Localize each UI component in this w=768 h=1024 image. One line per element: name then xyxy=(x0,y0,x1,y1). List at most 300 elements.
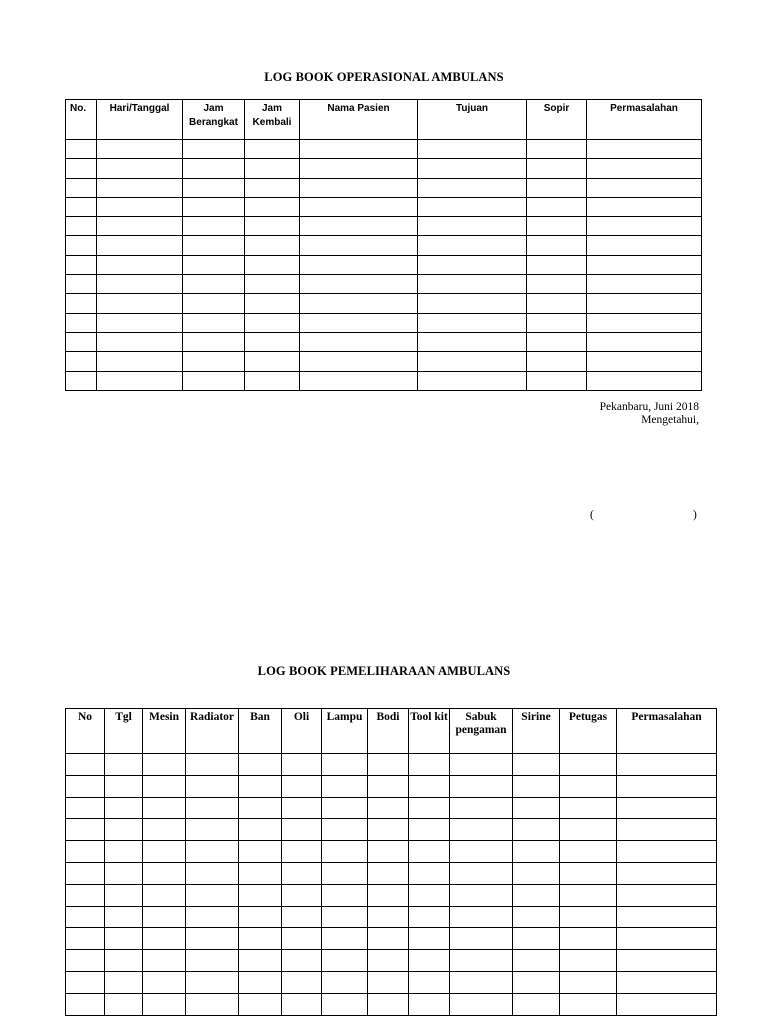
empty-cell[interactable] xyxy=(587,352,702,371)
empty-cell[interactable] xyxy=(527,178,587,197)
table-row xyxy=(66,993,717,1015)
empty-cell[interactable] xyxy=(513,797,560,819)
empty-cell[interactable] xyxy=(368,754,409,776)
empty-cell[interactable] xyxy=(300,178,418,197)
empty-cell[interactable] xyxy=(513,754,560,776)
empty-cell[interactable] xyxy=(450,841,513,863)
empty-cell[interactable] xyxy=(97,275,183,294)
empty-cell[interactable] xyxy=(368,950,409,972)
empty-cell[interactable] xyxy=(409,819,450,841)
empty-cell[interactable] xyxy=(282,928,322,950)
empty-cell[interactable] xyxy=(105,819,143,841)
empty-cell[interactable] xyxy=(617,928,717,950)
empty-cell[interactable] xyxy=(97,332,183,351)
empty-cell[interactable] xyxy=(186,841,239,863)
table-row xyxy=(66,971,717,993)
empty-cell[interactable] xyxy=(418,140,527,159)
empty-cell[interactable] xyxy=(143,971,186,993)
empty-cell[interactable] xyxy=(66,159,97,178)
empty-cell[interactable] xyxy=(322,906,368,928)
table-row xyxy=(66,754,717,776)
empty-cell[interactable] xyxy=(409,993,450,1015)
empty-cell[interactable] xyxy=(527,352,587,371)
empty-cell[interactable] xyxy=(105,797,143,819)
empty-cell[interactable] xyxy=(282,797,322,819)
empty-cell[interactable] xyxy=(105,971,143,993)
empty-cell[interactable] xyxy=(513,862,560,884)
empty-cell[interactable] xyxy=(245,371,300,390)
empty-cell[interactable] xyxy=(105,906,143,928)
empty-cell[interactable] xyxy=(97,217,183,236)
operational-log-title: LOG BOOK OPERASIONAL AMBULANS xyxy=(264,70,504,84)
empty-cell[interactable] xyxy=(560,884,617,906)
empty-cell[interactable] xyxy=(300,332,418,351)
empty-cell[interactable] xyxy=(513,950,560,972)
empty-cell[interactable] xyxy=(186,950,239,972)
empty-cell[interactable] xyxy=(245,255,300,274)
empty-cell[interactable] xyxy=(617,841,717,863)
table-row xyxy=(66,217,702,236)
empty-cell[interactable] xyxy=(245,236,300,255)
empty-cell[interactable] xyxy=(282,862,322,884)
empty-cell[interactable] xyxy=(143,993,186,1015)
empty-cell[interactable] xyxy=(560,862,617,884)
col-header-siren: Sirine xyxy=(513,709,560,754)
empty-cell[interactable] xyxy=(587,178,702,197)
empty-cell[interactable] xyxy=(300,352,418,371)
empty-cell[interactable] xyxy=(245,197,300,216)
empty-cell[interactable] xyxy=(97,140,183,159)
empty-cell[interactable] xyxy=(66,352,97,371)
empty-cell[interactable] xyxy=(66,950,105,972)
empty-cell[interactable] xyxy=(105,928,143,950)
empty-cell[interactable] xyxy=(368,862,409,884)
empty-cell[interactable] xyxy=(97,371,183,390)
signature-paren-close: ) xyxy=(693,509,697,521)
empty-cell[interactable] xyxy=(143,862,186,884)
empty-cell[interactable] xyxy=(322,993,368,1015)
empty-cell[interactable] xyxy=(322,797,368,819)
empty-cell[interactable] xyxy=(97,255,183,274)
col-header-tool-kit: Tool kit xyxy=(409,709,450,754)
empty-cell[interactable] xyxy=(560,754,617,776)
empty-cell[interactable] xyxy=(105,993,143,1015)
empty-cell[interactable] xyxy=(418,159,527,178)
empty-cell[interactable] xyxy=(322,928,368,950)
signature-paren-open: ( xyxy=(590,509,594,521)
empty-cell[interactable] xyxy=(282,819,322,841)
empty-cell[interactable] xyxy=(239,950,282,972)
empty-cell[interactable] xyxy=(368,971,409,993)
empty-cell[interactable] xyxy=(300,197,418,216)
table-row xyxy=(66,159,702,178)
empty-cell[interactable] xyxy=(245,140,300,159)
col-header-return-time: Jam Kembali xyxy=(245,100,300,140)
empty-cell[interactable] xyxy=(183,217,245,236)
empty-cell[interactable] xyxy=(560,797,617,819)
empty-cell[interactable] xyxy=(409,971,450,993)
empty-cell[interactable] xyxy=(245,275,300,294)
empty-cell[interactable] xyxy=(105,754,143,776)
empty-cell[interactable] xyxy=(186,928,239,950)
empty-cell[interactable] xyxy=(322,775,368,797)
table-row xyxy=(66,140,702,159)
col-header-driver: Sopir xyxy=(527,100,587,140)
empty-cell[interactable] xyxy=(97,313,183,332)
col-header-lamp: Lampu xyxy=(322,709,368,754)
table-row xyxy=(66,255,702,274)
empty-cell[interactable] xyxy=(66,140,97,159)
empty-cell[interactable] xyxy=(239,884,282,906)
empty-cell[interactable] xyxy=(239,819,282,841)
empty-cell[interactable] xyxy=(368,841,409,863)
empty-cell[interactable] xyxy=(617,819,717,841)
empty-cell[interactable] xyxy=(527,294,587,313)
empty-cell[interactable] xyxy=(66,928,105,950)
empty-cell[interactable] xyxy=(186,819,239,841)
empty-cell[interactable] xyxy=(513,993,560,1015)
empty-cell[interactable] xyxy=(527,217,587,236)
empty-cell[interactable] xyxy=(617,797,717,819)
empty-cell[interactable] xyxy=(587,197,702,216)
empty-cell[interactable] xyxy=(368,993,409,1015)
empty-cell[interactable] xyxy=(450,819,513,841)
empty-cell[interactable] xyxy=(527,275,587,294)
empty-cell[interactable] xyxy=(560,819,617,841)
empty-cell[interactable] xyxy=(66,217,97,236)
empty-cell[interactable] xyxy=(239,928,282,950)
empty-cell[interactable] xyxy=(183,255,245,274)
empty-cell[interactable] xyxy=(300,294,418,313)
empty-cell[interactable] xyxy=(418,236,527,255)
empty-cell[interactable] xyxy=(409,884,450,906)
empty-cell[interactable] xyxy=(300,217,418,236)
empty-cell[interactable] xyxy=(239,862,282,884)
empty-cell[interactable] xyxy=(66,993,105,1015)
empty-cell[interactable] xyxy=(186,971,239,993)
empty-cell[interactable] xyxy=(239,993,282,1015)
empty-cell[interactable] xyxy=(409,862,450,884)
empty-cell[interactable] xyxy=(183,159,245,178)
empty-cell[interactable] xyxy=(66,797,105,819)
empty-cell[interactable] xyxy=(245,178,300,197)
empty-cell[interactable] xyxy=(245,217,300,236)
empty-cell[interactable] xyxy=(183,352,245,371)
empty-cell[interactable] xyxy=(66,884,105,906)
empty-cell[interactable] xyxy=(450,884,513,906)
empty-cell[interactable] xyxy=(617,775,717,797)
empty-cell[interactable] xyxy=(368,775,409,797)
empty-cell[interactable] xyxy=(282,775,322,797)
empty-cell[interactable] xyxy=(239,775,282,797)
empty-cell[interactable] xyxy=(66,371,97,390)
col-header-tire: Ban xyxy=(239,709,282,754)
empty-cell[interactable] xyxy=(587,255,702,274)
empty-cell[interactable] xyxy=(450,906,513,928)
table-row xyxy=(66,819,717,841)
empty-cell[interactable] xyxy=(368,797,409,819)
empty-cell[interactable] xyxy=(513,775,560,797)
empty-cell[interactable] xyxy=(513,971,560,993)
empty-cell[interactable] xyxy=(66,971,105,993)
empty-cell[interactable] xyxy=(450,928,513,950)
empty-cell[interactable] xyxy=(66,775,105,797)
empty-cell[interactable] xyxy=(143,906,186,928)
empty-cell[interactable] xyxy=(368,928,409,950)
empty-cell[interactable] xyxy=(322,841,368,863)
empty-cell[interactable] xyxy=(66,294,97,313)
empty-cell[interactable] xyxy=(143,928,186,950)
table-row xyxy=(66,178,702,197)
empty-cell[interactable] xyxy=(245,294,300,313)
col-header-engine: Mesin xyxy=(143,709,186,754)
empty-cell[interactable] xyxy=(527,236,587,255)
empty-cell[interactable] xyxy=(186,797,239,819)
table-row xyxy=(66,197,702,216)
empty-cell[interactable] xyxy=(239,906,282,928)
empty-cell[interactable] xyxy=(143,797,186,819)
empty-cell[interactable] xyxy=(183,294,245,313)
empty-cell[interactable] xyxy=(66,313,97,332)
empty-cell[interactable] xyxy=(560,775,617,797)
empty-cell[interactable] xyxy=(322,754,368,776)
empty-cell[interactable] xyxy=(66,332,97,351)
empty-cell[interactable] xyxy=(560,906,617,928)
empty-cell[interactable] xyxy=(97,197,183,216)
empty-cell[interactable] xyxy=(300,140,418,159)
empty-cell[interactable] xyxy=(617,862,717,884)
col-header-body: Bodi xyxy=(368,709,409,754)
empty-cell[interactable] xyxy=(97,236,183,255)
empty-cell[interactable] xyxy=(105,862,143,884)
empty-cell[interactable] xyxy=(66,862,105,884)
empty-cell[interactable] xyxy=(186,754,239,776)
empty-cell[interactable] xyxy=(617,971,717,993)
empty-cell[interactable] xyxy=(282,971,322,993)
empty-cell[interactable] xyxy=(97,159,183,178)
table-row xyxy=(66,950,717,972)
empty-cell[interactable] xyxy=(418,255,527,274)
table-row xyxy=(66,371,702,390)
empty-cell[interactable] xyxy=(105,775,143,797)
empty-cell[interactable] xyxy=(560,928,617,950)
empty-cell[interactable] xyxy=(450,993,513,1015)
empty-cell[interactable] xyxy=(368,819,409,841)
empty-cell[interactable] xyxy=(66,255,97,274)
empty-cell[interactable] xyxy=(560,950,617,972)
empty-cell[interactable] xyxy=(587,236,702,255)
empty-cell[interactable] xyxy=(143,754,186,776)
empty-cell[interactable] xyxy=(300,236,418,255)
empty-cell[interactable] xyxy=(617,950,717,972)
empty-cell[interactable] xyxy=(186,775,239,797)
empty-cell[interactable] xyxy=(409,928,450,950)
empty-cell[interactable] xyxy=(418,275,527,294)
empty-cell[interactable] xyxy=(282,993,322,1015)
empty-cell[interactable] xyxy=(322,971,368,993)
empty-cell[interactable] xyxy=(513,906,560,928)
empty-cell[interactable] xyxy=(527,332,587,351)
empty-cell[interactable] xyxy=(239,754,282,776)
empty-cell[interactable] xyxy=(143,841,186,863)
empty-cell[interactable] xyxy=(97,178,183,197)
empty-cell[interactable] xyxy=(66,754,105,776)
empty-cell[interactable] xyxy=(322,950,368,972)
col-header-oil: Oli xyxy=(282,709,322,754)
empty-cell[interactable] xyxy=(418,332,527,351)
empty-cell[interactable] xyxy=(66,197,97,216)
empty-cell[interactable] xyxy=(418,313,527,332)
col-header-patient-name: Nama Pasien xyxy=(300,100,418,140)
empty-cell[interactable] xyxy=(587,313,702,332)
empty-cell[interactable] xyxy=(587,332,702,351)
empty-cell[interactable] xyxy=(239,971,282,993)
empty-cell[interactable] xyxy=(239,797,282,819)
empty-cell[interactable] xyxy=(245,313,300,332)
empty-cell[interactable] xyxy=(409,950,450,972)
empty-cell[interactable] xyxy=(560,841,617,863)
empty-cell[interactable] xyxy=(587,159,702,178)
place-date: Pekanbaru, Juni 2018 xyxy=(599,401,699,413)
empty-cell[interactable] xyxy=(66,906,105,928)
empty-cell[interactable] xyxy=(183,236,245,255)
empty-cell[interactable] xyxy=(418,371,527,390)
empty-cell[interactable] xyxy=(186,906,239,928)
empty-cell[interactable] xyxy=(186,884,239,906)
empty-cell[interactable] xyxy=(587,140,702,159)
empty-cell[interactable] xyxy=(409,906,450,928)
empty-cell[interactable] xyxy=(322,884,368,906)
empty-cell[interactable] xyxy=(183,332,245,351)
empty-cell[interactable] xyxy=(245,332,300,351)
empty-cell[interactable] xyxy=(560,971,617,993)
empty-cell[interactable] xyxy=(368,906,409,928)
empty-cell[interactable] xyxy=(450,971,513,993)
empty-cell[interactable] xyxy=(527,140,587,159)
empty-cell[interactable] xyxy=(513,884,560,906)
col-header-officer: Petugas xyxy=(560,709,617,754)
empty-cell[interactable] xyxy=(527,197,587,216)
empty-cell[interactable] xyxy=(183,140,245,159)
table-row xyxy=(66,332,702,351)
empty-cell[interactable] xyxy=(300,159,418,178)
empty-cell[interactable] xyxy=(617,754,717,776)
empty-cell[interactable] xyxy=(143,950,186,972)
empty-cell[interactable] xyxy=(143,884,186,906)
empty-cell[interactable] xyxy=(66,178,97,197)
empty-cell[interactable] xyxy=(418,178,527,197)
empty-cell[interactable] xyxy=(282,841,322,863)
empty-cell[interactable] xyxy=(527,313,587,332)
col-header-seat-belt: Sabuk pengaman xyxy=(450,709,513,754)
empty-cell[interactable] xyxy=(617,993,717,1015)
empty-cell[interactable] xyxy=(282,950,322,972)
empty-cell[interactable] xyxy=(66,841,105,863)
empty-cell[interactable] xyxy=(183,313,245,332)
table-row xyxy=(66,797,717,819)
empty-cell[interactable] xyxy=(527,159,587,178)
empty-cell[interactable] xyxy=(186,862,239,884)
table-header-row xyxy=(66,100,702,140)
table-row xyxy=(66,906,717,928)
empty-cell[interactable] xyxy=(587,275,702,294)
empty-cell[interactable] xyxy=(409,754,450,776)
empty-cell[interactable] xyxy=(66,819,105,841)
table-header-row xyxy=(66,709,717,754)
empty-cell[interactable] xyxy=(617,884,717,906)
empty-cell[interactable] xyxy=(418,217,527,236)
empty-cell[interactable] xyxy=(300,255,418,274)
empty-cell[interactable] xyxy=(450,950,513,972)
table-row xyxy=(66,294,702,313)
empty-cell[interactable] xyxy=(409,775,450,797)
empty-cell[interactable] xyxy=(560,993,617,1015)
col-header-problem: Permasalahan xyxy=(617,709,717,754)
empty-cell[interactable] xyxy=(450,862,513,884)
empty-cell[interactable] xyxy=(183,197,245,216)
empty-cell[interactable] xyxy=(587,371,702,390)
empty-cell[interactable] xyxy=(513,819,560,841)
empty-cell[interactable] xyxy=(322,819,368,841)
empty-cell[interactable] xyxy=(97,294,183,313)
col-header-departure-time: Jam Berangkat xyxy=(183,100,245,140)
empty-cell[interactable] xyxy=(245,159,300,178)
empty-cell[interactable] xyxy=(322,862,368,884)
empty-cell[interactable] xyxy=(527,255,587,274)
empty-cell[interactable] xyxy=(527,371,587,390)
empty-cell[interactable] xyxy=(105,841,143,863)
empty-cell[interactable] xyxy=(368,884,409,906)
empty-cell[interactable] xyxy=(409,841,450,863)
empty-cell[interactable] xyxy=(513,928,560,950)
empty-cell[interactable] xyxy=(450,754,513,776)
empty-cell[interactable] xyxy=(105,950,143,972)
empty-cell[interactable] xyxy=(282,884,322,906)
empty-cell[interactable] xyxy=(300,275,418,294)
empty-cell[interactable] xyxy=(239,841,282,863)
table-row xyxy=(66,236,702,255)
table-row xyxy=(66,275,702,294)
empty-cell[interactable] xyxy=(300,371,418,390)
empty-cell[interactable] xyxy=(143,775,186,797)
empty-cell[interactable] xyxy=(66,275,97,294)
empty-cell[interactable] xyxy=(513,841,560,863)
empty-cell[interactable] xyxy=(587,294,702,313)
empty-cell[interactable] xyxy=(418,197,527,216)
empty-cell[interactable] xyxy=(409,797,450,819)
empty-cell[interactable] xyxy=(183,371,245,390)
empty-cell[interactable] xyxy=(183,275,245,294)
empty-cell[interactable] xyxy=(450,797,513,819)
empty-cell[interactable] xyxy=(66,236,97,255)
empty-cell[interactable] xyxy=(418,352,527,371)
empty-cell[interactable] xyxy=(186,993,239,1015)
empty-cell[interactable] xyxy=(282,754,322,776)
empty-cell[interactable] xyxy=(105,884,143,906)
empty-cell[interactable] xyxy=(143,819,186,841)
empty-cell[interactable] xyxy=(587,217,702,236)
empty-cell[interactable] xyxy=(245,352,300,371)
empty-cell[interactable] xyxy=(617,906,717,928)
empty-cell[interactable] xyxy=(300,313,418,332)
empty-cell[interactable] xyxy=(450,775,513,797)
empty-cell[interactable] xyxy=(282,906,322,928)
col-header-date: Hari/Tanggal xyxy=(97,100,183,140)
empty-cell[interactable] xyxy=(183,178,245,197)
empty-cell[interactable] xyxy=(418,294,527,313)
table-row xyxy=(66,313,702,332)
empty-cell[interactable] xyxy=(97,352,183,371)
